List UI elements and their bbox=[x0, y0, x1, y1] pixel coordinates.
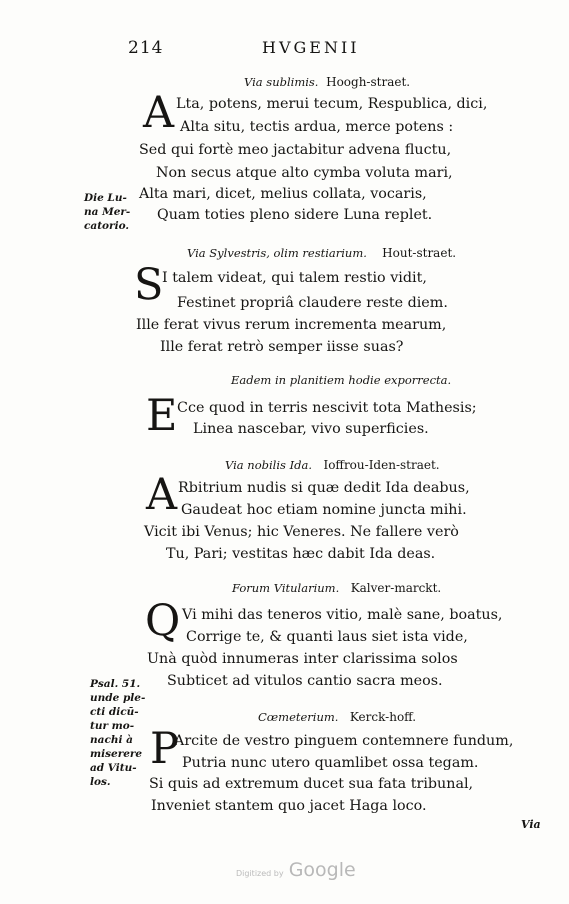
verse-line: I talem videat, qui talem restio vidit, bbox=[162, 270, 427, 286]
verse-line: Festinet propriâ claudere reste diem. bbox=[177, 295, 448, 311]
watermark-prefix: Digitized by bbox=[236, 869, 284, 878]
catchword: Via bbox=[521, 818, 541, 831]
verse-line: Gaudeat hoc etiam nomine juncta mihi. bbox=[181, 502, 467, 518]
heading-dutch: Hoogh-straet. bbox=[326, 75, 411, 89]
drop-cap: S bbox=[134, 260, 164, 310]
verse-line: Inveniet stantem quo jacet Haga loco. bbox=[151, 798, 427, 814]
running-title: HVGENII bbox=[262, 38, 360, 57]
heading-dutch: Kalver-marckt. bbox=[350, 581, 442, 595]
section-heading bbox=[258, 710, 416, 724]
verse-line: Unà quòd innumeras inter clarissima solos bbox=[147, 651, 458, 667]
verse-line: Arcite de vestro pinguem contemnere fundum, bbox=[174, 733, 514, 749]
verse-line: Ille ferat retrò semper iisse suas? bbox=[160, 339, 404, 355]
google-logo: Google bbox=[288, 859, 356, 881]
section-heading bbox=[187, 246, 456, 260]
verse-line: Ille ferat vivus rerum incrementa mearum, bbox=[136, 317, 447, 333]
verse-line: Rbitrium nudis si quæ dedit Ida deabus, bbox=[178, 480, 470, 496]
section-heading bbox=[244, 75, 410, 89]
heading-latin: Via nobilis Ida. bbox=[225, 458, 312, 472]
drop-cap: A bbox=[146, 470, 178, 520]
verse-line: Corrige te, & quanti laus siet ista vide, bbox=[186, 629, 468, 645]
margin-note: Die Lu- na Mer- catorio. bbox=[84, 192, 131, 232]
section-heading bbox=[231, 373, 451, 387]
heading-latin: Eadem in planitiem hodie exporrecta. bbox=[231, 373, 452, 387]
verse-line: Putria nunc utero quamlibet ossa tegam. bbox=[182, 755, 479, 771]
verse-line: Alta mari, dicet, melius collata, vocaris, bbox=[139, 186, 427, 202]
section-heading bbox=[225, 458, 440, 472]
verse-line: Sed qui fortè meo jactabitur advena fluctu, bbox=[139, 142, 452, 158]
heading-latin: Via Sylvestris, olim restiarium. bbox=[187, 246, 367, 260]
drop-cap: E bbox=[146, 391, 178, 441]
verse-line: Quam toties pleno sidere Luna replet. bbox=[157, 207, 433, 223]
verse-line: Lta, potens, merui tecum, Respublica, dici, bbox=[176, 96, 488, 112]
section-heading bbox=[232, 581, 441, 595]
heading-latin: Forum Vitularium. bbox=[232, 581, 340, 595]
heading-dutch: Ioffrou-Iden-straet. bbox=[323, 458, 440, 472]
drop-cap: P bbox=[150, 724, 179, 774]
heading-dutch: Kerck-hoff. bbox=[349, 710, 417, 724]
verse-line: Si quis ad extremum ducet sua fata tribunal, bbox=[149, 776, 474, 792]
verse-line: Alta situ, tectis ardua, merce potens : bbox=[180, 119, 454, 135]
heading-dutch: Hout-straet. bbox=[382, 246, 457, 260]
drop-cap: A bbox=[143, 88, 175, 138]
verse-line: Subticet ad vitulos cantio sacra meos. bbox=[167, 673, 443, 689]
verse-line: Vicit ibi Venus; hic Veneres. Ne fallere verò bbox=[144, 524, 459, 540]
verse-line: Cce quod in terris nescivit tota Mathesis; bbox=[177, 400, 477, 416]
digitization-watermark bbox=[236, 859, 356, 881]
heading-latin: Via sublimis. bbox=[244, 75, 319, 89]
verse-line: Vi mihi das teneros vitio, malè sane, boatus, bbox=[182, 607, 503, 623]
margin-note: Psal. 51. unde ple- cti dicū- tur mo- nachi à miserere ad Vitu- los. bbox=[90, 678, 146, 788]
drop-cap: Q bbox=[145, 596, 181, 646]
verse-line: Linea nascebar, vivo superficies. bbox=[193, 421, 429, 437]
verse-line: Non secus atque alto cymba voluta mari, bbox=[156, 165, 453, 181]
page-number: 214 bbox=[128, 38, 164, 58]
verse-line: Tu, Pari; vestitas hæc dabit Ida deas. bbox=[166, 546, 436, 562]
heading-latin: Cœmeterium. bbox=[258, 710, 339, 724]
